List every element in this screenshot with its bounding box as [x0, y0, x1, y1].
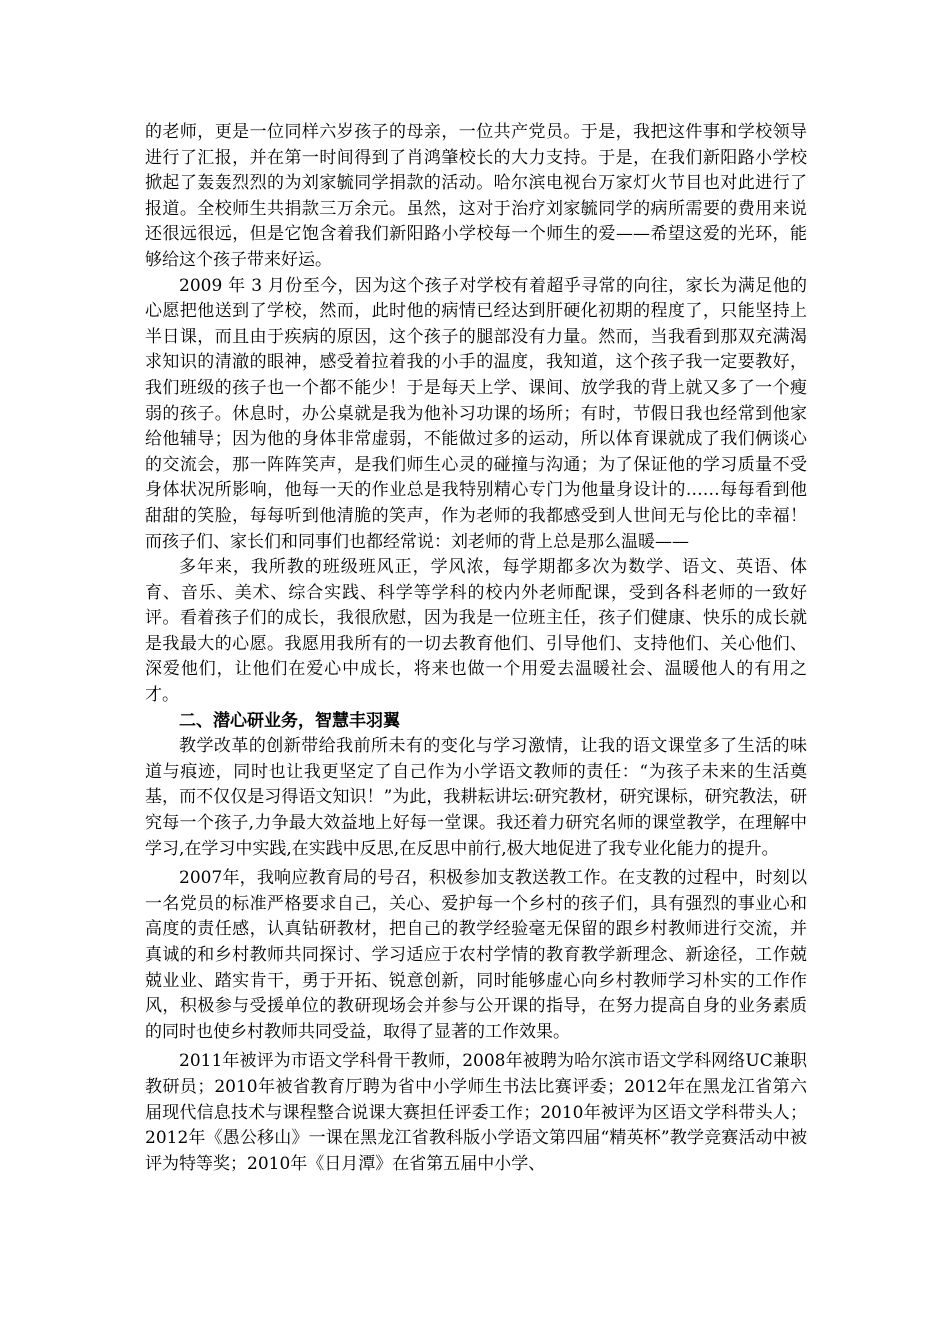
document-body [145, 120, 807, 1177]
paragraph-2007: 2007年，我响应教育局的号召，积极参加支教送教工作。在支教的过程中，时刻以一名党员的标准严格要求自己，关心、爱护每一个乡村的孩子们，具有强烈的事业心和高度的责任感，认真钻研教材，把自己的教学经验毫无保留的跟乡村教师进行交流，并真诚的和乡村教师共同探讨、学习适应于农村学情的教育教学新理念、新途径，工作兢兢业业、踏实肯干，勇于开拓、锐意创新，同时能够虚心向乡村教师学习朴实的工作作风，积极参与受援单位的教研现场会并参与公开课的指导，在努力提高自身的业务素质的同时也使乡村教师共同受益，取得了显著的工作效果。 [145, 868, 807, 1042]
section-heading: 二、潜心研业务，智慧丰羽翼 [179, 710, 400, 731]
paragraph-class-style: 多年来，我所教的班级班风正，学风浓，每学期都多次为数学、语文、英语、体育、音乐、美术、综合实践、科学等学科的校内外老师配课，受到各科老师的一致好评。看着孩子们的成长，我很欣慰，因为我是一位班主任，孩子们健康、快乐的成长就是我最大的心愿。我愿用我所有的一切去教育他们、引导他们、支持他们、关心他们、深爱他们，让他们在爱心中成长，将来也做一个用爱去温暖社会、温暖他人的有用之才。 [145, 557, 807, 706]
paragraph-continued: 的老师，更是一位同样六岁孩子的母亲，一位共产党员。于是，我把这件事和学校领导进行了汇报，并在第一时间得到了肖鸿肇校长的大力支持。于是，在我们新阳路小学校掀起了轰轰烈烈的为刘家毓同学捐款的活动。哈尔滨电视台万家灯火节目也对此进行了报道。全校师生共捐款三万余元。虽然，这对于治疗刘家毓同学的病所需要的费用来说还很远很远，但是它饱含着我们新阳路小学校每一个师生的爱——希望这爱的光环，能够给这个孩子带来好运。 [145, 122, 807, 270]
paragraph-2009: 2009 年 3 月份至今，因为这个孩子对学校有着超乎寻常的向往，家长为满足他的心愿把他送到了学校，然而，此时他的病情已经达到肝硬化初期的程度了，只能坚持上半日课，而且由于疾病的原因，这个孩子的腿部没有力量。然而，当我看到那双充满渴求知识的清澈的眼神，感受着拉着我的小手的温度，我知道，这个孩子我一定要教好，我们班级的孩子也一个都不能少！于是每天上学、课间、放学我的背上就又多了一个瘦弱的孩子。休息时，办公桌就是我为他补习功课的场所；有时，节假日我也经常到他家给他辅导；因为他的身体非常虚弱，不能做过多的运动，所以体育课就成了我们俩谈心的交流会，那一阵阵笑声，是我们师生心灵的碰撞与沟通；为了保证他的学习质量不受身体状况所影响，他每一天的作业总是我特别精心专门为他量身设计的……每每看到他甜甜的笑脸，每每听到他清脆的笑声，作为老师的我都感受到人世间无与伦比的幸福！而孩子们、家长们和同事们也都经常说：刘老师的背上总是那么温暖—— [145, 275, 807, 552]
paragraph-awards: 2011年被评为市语文学科骨干教师，2008年被聘为哈尔滨市语文学科网络UC兼职教研员；2010年被省教育厅聘为省中小学师生书法比赛评委；2012年在黑龙江省第六届现代信息技术与课程整合说课大赛担任评委工作；2010年被评为区语文学科带头人；2012年《愚公移山》一课在黑龙江省教科版小学语文第四届“精英杯”教学竞赛活动中被评为特等奖；2010年《日月潭》在省第五届中小学、 [145, 1051, 807, 1174]
paragraph-teaching-reform: 教学改革的创新带给我前所未有的变化与学习激情，让我的语文课堂多了生活的味道与痕迹，同时也让我更坚定了自己作为小学语文教师的责任：“为孩子未来的生活奠基，而不仅仅是习得语文知识！”为此，我耕耘讲坛:研究教材，研究课标，研究教法，研究每一个孩子,力争最大效益地上好每一堂课。我还着力研究名师的课堂教学，在理解中学习,在学习中实践,在实践中反思,在反思中前行,极大地促进了我专业化能力的提升。 [145, 736, 807, 859]
